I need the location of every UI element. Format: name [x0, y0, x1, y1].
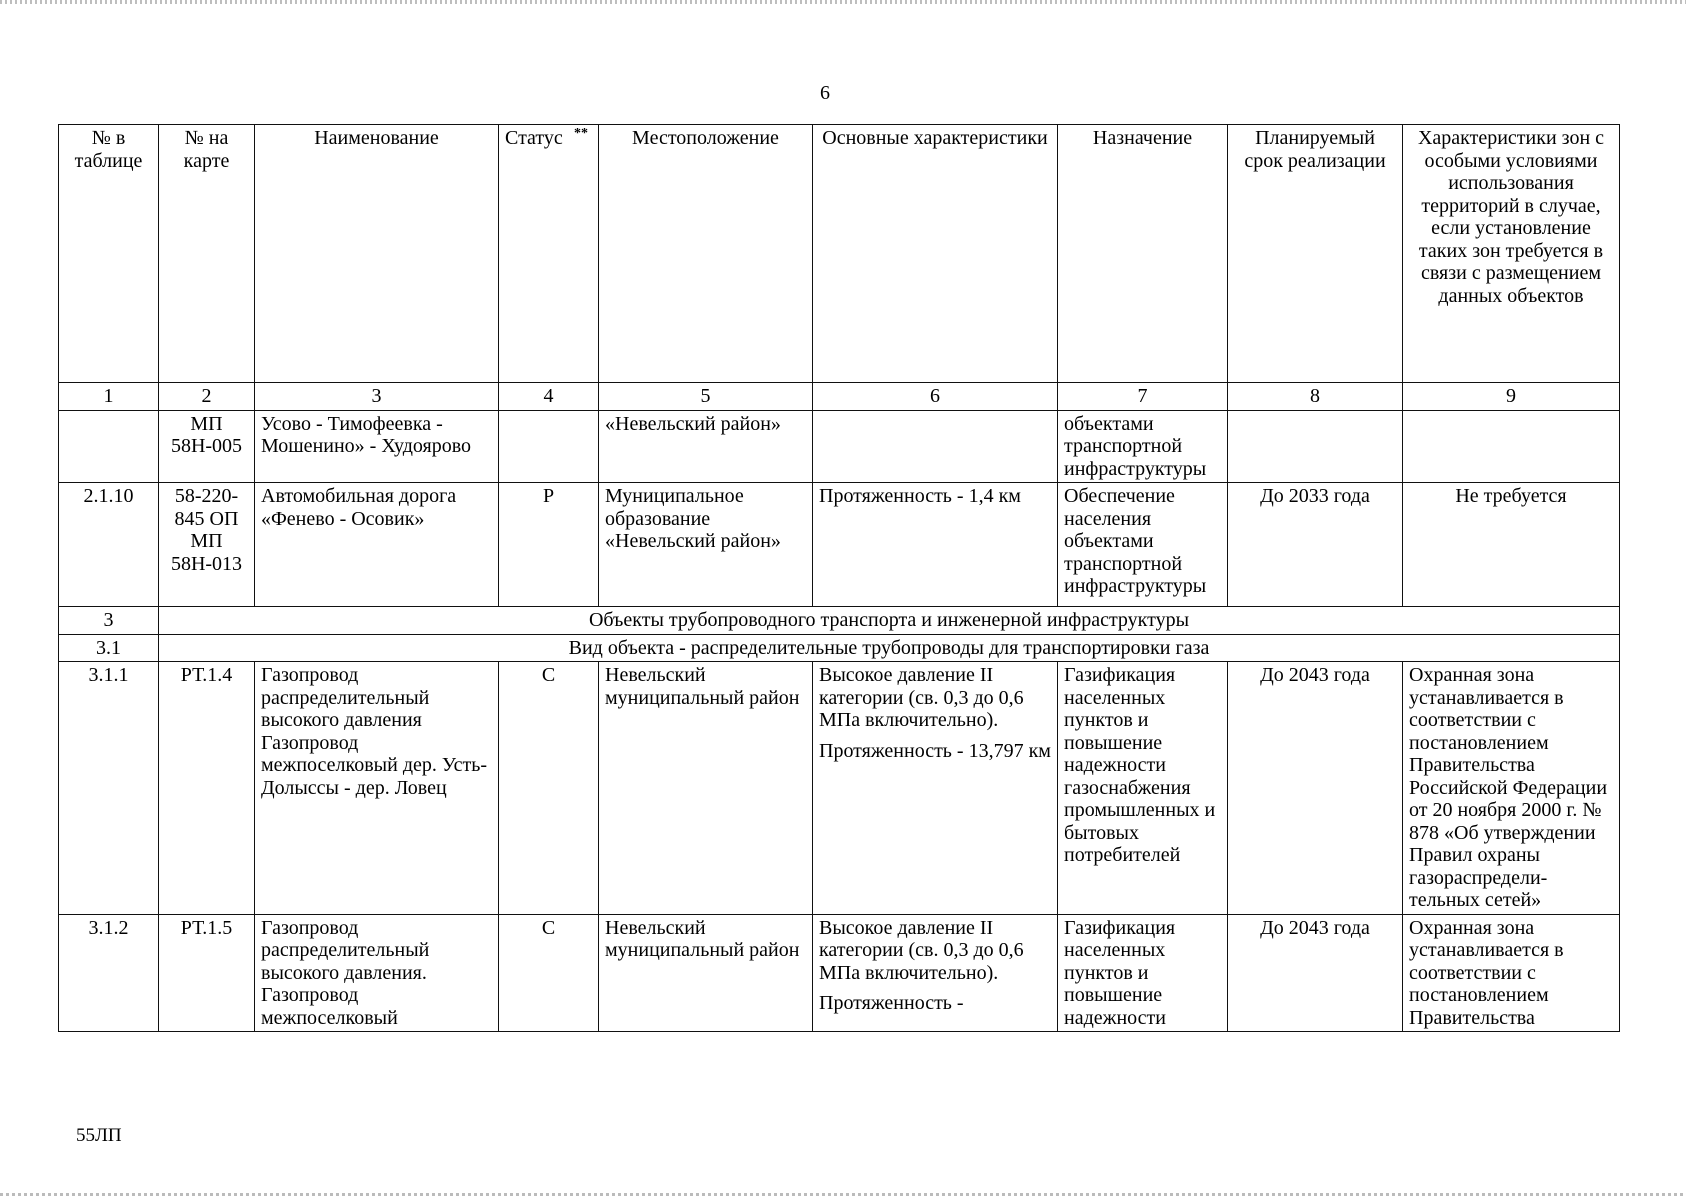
table-row [59, 914, 1620, 1032]
cell-name: Усово - Тимофеевка - Мошенино» - Худоярово [255, 410, 499, 483]
column-number: 5 [599, 383, 813, 411]
cell-number: 2.1.10 [59, 483, 159, 607]
header-location: Местоположение [599, 125, 813, 383]
column-number: 7 [1058, 383, 1228, 411]
header-map-number: № на карте [159, 125, 255, 383]
section-number: 3 [59, 607, 159, 635]
cell-purpose: Газификация населенных пунктов и повышение надежности [1058, 914, 1228, 1032]
cell-map-number: РТ.1.5 [159, 914, 255, 1032]
cell-location: Невельский муниципальный район [599, 914, 813, 1032]
header-status-label: Статус [505, 127, 563, 149]
cell-characteristics [813, 914, 1058, 1032]
column-number: 8 [1228, 383, 1403, 411]
characteristics-text: Высокое давление II категории (св. 0,3 до 0,6 МПа включительно). [819, 664, 1024, 731]
column-number-row [59, 383, 1620, 411]
cell-characteristics [813, 483, 1058, 607]
header-name: Наименование [255, 125, 499, 383]
cell-map-number: МП 58Н-005 [159, 410, 255, 483]
header-status [499, 125, 599, 383]
cell-purpose: Газификация населенных пунктов и повышение надежности газоснабжения промышленных и бытовых потребителей [1058, 662, 1228, 915]
table-row [59, 410, 1620, 483]
cell-term: До 2043 года [1228, 662, 1403, 915]
section-row-3 [59, 607, 1620, 635]
cell-characteristics [813, 662, 1058, 915]
cell-status: С [499, 914, 599, 1032]
cell-term: До 2033 года [1228, 483, 1403, 607]
characteristics-text: Высокое давление II категории (св. 0,3 до 0,6 МПа включительно). [819, 916, 1024, 984]
header-table-number: № в таблице [59, 125, 159, 383]
column-number: 6 [813, 383, 1058, 411]
length-text: Протяженность - [819, 992, 964, 1014]
section-row-3-1 [59, 634, 1620, 662]
cell-location: Муниципальное образование «Невельский район» [599, 483, 813, 607]
header-status-footnote-mark: ** [574, 126, 588, 141]
scan-edge-bottom [0, 1193, 1686, 1196]
cell-status [499, 410, 599, 483]
page-number: 6 [820, 82, 830, 104]
cell-status: Р [499, 483, 599, 607]
cell-location: Невельский муниципальный район [599, 662, 813, 915]
header-zones: Характеристики зон с особыми условиями использования территорий в случае, если установление таких зон требуется в связи с размещением данных объектов [1403, 125, 1620, 383]
cell-purpose: Обеспечение населения объектами транспортной инфраструктуры [1058, 483, 1228, 607]
cell-characteristics [813, 410, 1058, 483]
cell-zones: Не требуется [1403, 483, 1620, 607]
column-number: 9 [1403, 383, 1620, 411]
cell-name: Газопровод распределительный высокого давления. Газопровод межпоселковый [255, 914, 499, 1032]
cell-map-number: 58-220-845 ОП МП 58Н-013 [159, 483, 255, 607]
header-characteristics: Основные характеристики [813, 125, 1058, 383]
cell-purpose: объектами транспортной инфраструктуры [1058, 410, 1228, 483]
section-number: 3.1 [59, 634, 159, 662]
table-row [59, 483, 1620, 607]
objects-table [58, 124, 1620, 1032]
section-title: Объекты трубопроводного транспорта и инженерной инфраструктуры [159, 607, 1620, 635]
characteristics-text: Протяженность - 1,4 км [819, 485, 1021, 507]
cell-term: До 2043 года [1228, 914, 1403, 1032]
length-text: Протяженность - 13,797 км [819, 739, 1051, 762]
section-title: Вид объекта - распределительные трубопроводы для транспортировки газа [159, 634, 1620, 662]
column-number: 3 [255, 383, 499, 411]
scan-edge-top [0, 0, 1686, 4]
header-term: Планируемый срок реализации [1228, 125, 1403, 383]
cell-zones: Охранная зона устанавливается в соответствии с постановлением Правительства Российской Федерации от 20 ноября 2000 г. № 878 «Об утверждении Правил охраны газораспредели-тельных сетей» [1403, 662, 1620, 915]
cell-map-number: РТ.1.4 [159, 662, 255, 915]
cell-number [59, 410, 159, 483]
table-header-row [59, 125, 1620, 383]
column-number: 4 [499, 383, 599, 411]
header-purpose: Назначение [1058, 125, 1228, 383]
cell-status: С [499, 662, 599, 915]
cell-location: «Невельский район» [599, 410, 813, 483]
cell-zones: Охранная зона устанавливается в соответствии с постановлением Правительства [1403, 914, 1620, 1032]
column-number: 2 [159, 383, 255, 411]
cell-name: Автомобильная дорога «Фенево - Осовик» [255, 483, 499, 607]
document-code: 55ЛП [76, 1125, 122, 1146]
table-row [59, 662, 1620, 915]
column-number: 1 [59, 383, 159, 411]
cell-number: 3.1.1 [59, 662, 159, 915]
cell-number: 3.1.2 [59, 914, 159, 1032]
cell-term [1228, 410, 1403, 483]
cell-zones [1403, 410, 1620, 483]
cell-name: Газопровод распределительный высокого давления Газопровод межпоселковый дер. Усть-Долыссы - дер. Ловец [255, 662, 499, 915]
